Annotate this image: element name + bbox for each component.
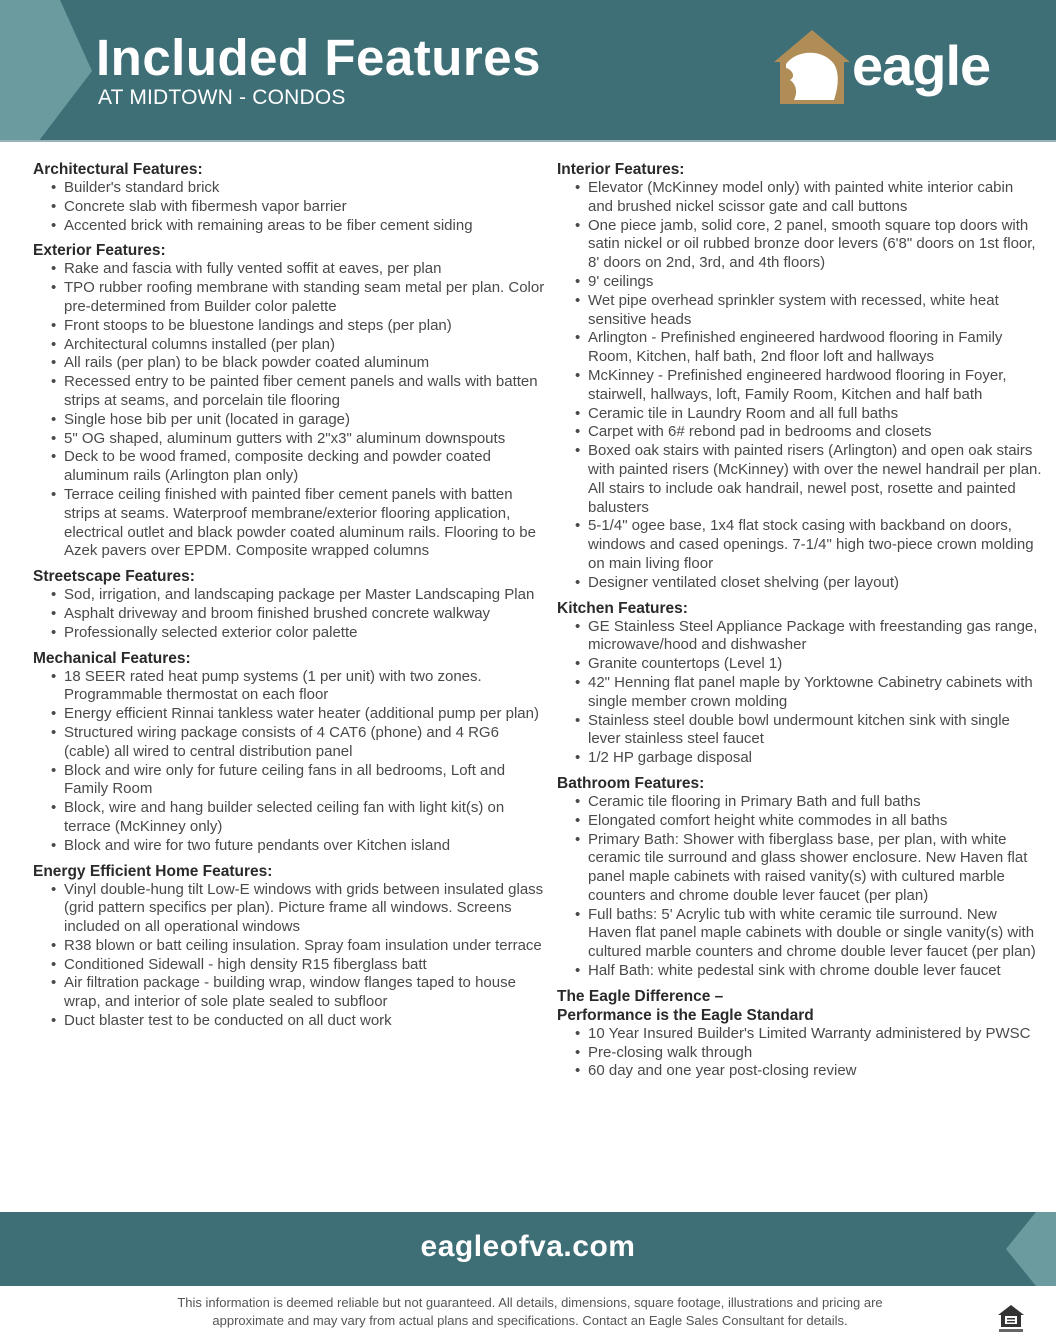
list-item: • Block, wire and hang builder selected ceiling fan with light kit(s) on terrace (McKinney only) xyxy=(33,799,548,837)
list-item: • Arlington - Prefinished engineered hardwood flooring in Family Room, Kitchen, half bath, 2nd floor loft and hallways xyxy=(557,329,1042,367)
list-item: • 60 day and one year post-closing review xyxy=(557,1062,1042,1081)
feature-list xyxy=(557,793,1042,981)
list-item: • McKinney - Prefinished engineered hardwood flooring in Foyer, stairwell, hallways, loft, Family Room, Kitchen and half bath xyxy=(557,367,1042,405)
equal-housing-opportunity-icon xyxy=(996,1303,1026,1333)
list-item: • Half Bath: white pedestal sink with chrome double lever faucet xyxy=(557,962,1042,981)
section-kitchen xyxy=(557,599,1042,768)
section-heading: Interior Features: xyxy=(557,161,685,178)
list-item: • Rake and fascia with fully vented soffit at eaves, per plan xyxy=(33,260,548,279)
list-item: • Vinyl double-hung tilt Low-E windows with grids between insulated glass (grid pattern specifics per plan). Picture frame all windows. Screens included on all operational windows xyxy=(33,881,548,937)
feature-list xyxy=(33,586,548,642)
section-energy-efficient xyxy=(33,862,548,1031)
list-item: • Wet pipe overhead sprinkler system with recessed, white heat sensitive heads xyxy=(557,292,1042,330)
feature-list xyxy=(557,179,1042,593)
list-item: • Builder's standard brick xyxy=(33,179,548,198)
list-item: • GE Stainless Steel Appliance Package with freestanding gas range, microwave/hood and dishwasher xyxy=(557,618,1042,656)
list-item: • Front stoops to be bluestone landings and steps (per plan) xyxy=(33,317,548,336)
list-item: • Full baths: 5' Acrylic tub with white ceramic tile surround. New Haven flat panel maple cabinets with double or single vanity(s) with cultured marble counters and chrome double lever faucet (per plan) xyxy=(557,906,1042,962)
header-chevron-decoration xyxy=(0,0,92,142)
list-item: • Recessed entry to be painted fiber cement panels and walls with batten strips at seams, and porcelain tile flooring xyxy=(33,373,548,411)
list-item: • 9' ceilings xyxy=(557,273,1042,292)
section-exterior xyxy=(33,241,548,561)
feature-list xyxy=(557,1025,1042,1081)
list-item: • Ceramic tile in Laundry Room and all full baths xyxy=(557,405,1042,424)
list-item: • One piece jamb, solid core, 2 panel, smooth square top doors with satin nickel or oil rubbed bronze door levers (6'8" doors on 1st floor, 8' doors on 2nd, 3rd, and 4th floors) xyxy=(557,217,1042,273)
section-heading: The Eagle Difference – xyxy=(557,987,724,1005)
list-item: • 18 SEER rated heat pump systems (1 per unit) with two zones. Programmable thermostat on each floor xyxy=(33,668,548,706)
section-heading: Streetscape Features: xyxy=(33,568,195,586)
eagle-house-icon xyxy=(772,28,852,108)
list-item: • 5" OG shaped, aluminum gutters with 2"x3" aluminum downspouts xyxy=(33,430,548,449)
section-heading: Bathroom Features: xyxy=(557,774,705,792)
section-bathroom xyxy=(557,774,1042,981)
section-streetscape xyxy=(33,567,548,642)
list-item: • Designer ventilated closet shelving (per layout) xyxy=(557,574,1042,593)
disclaimer-line: This information is deemed reliable but not guaranteed. All details, dimensions, square footage, illustrations and pricing are xyxy=(177,1295,883,1310)
list-item: • Boxed oak stairs with painted risers (Arlington) and open oak stairs with painted risers (McKinney) with over the newel handrail per plan. All stairs to include oak handrail, newel post, rosette and painted balusters xyxy=(557,442,1042,517)
section-heading: Mechanical Features: xyxy=(33,649,191,667)
list-item: • Architectural columns installed (per plan) xyxy=(33,336,548,355)
list-item: • Concrete slab with fibermesh vapor barrier xyxy=(33,198,548,217)
list-item: • Air filtration package - building wrap, window flanges taped to house wrap, and interior of sole plate sealed to subfloor xyxy=(33,974,548,1012)
list-item: • Primary Bath: Shower with fiberglass base, per plan, with white ceramic tile surround and glass shower enclosure. New Haven flat panel maple cabinets with raised vanity(s) with cultured marble counters and chrome double lever faucet (per plan) xyxy=(557,831,1042,906)
feature-list xyxy=(33,179,548,235)
website-link[interactable]: eagleofva.com xyxy=(420,1230,636,1263)
list-item: • All rails (per plan) to be black powder coated aluminum xyxy=(33,354,548,373)
list-item: • 42" Henning flat panel maple by Yorktowne Cabinetry cabinets with single member crown molding xyxy=(557,674,1042,712)
list-item: • Elongated comfort height white commodes in all baths xyxy=(557,812,1042,831)
section-eagle-difference xyxy=(557,987,1042,1081)
logo-wordmark: eagle xyxy=(852,34,991,97)
list-item: • Stainless steel double bowl undermount kitchen sink with single lever stainless steel faucet xyxy=(557,712,1042,750)
section-heading: Exterior Features: xyxy=(33,242,166,260)
list-item: • Ceramic tile flooring in Primary Bath and full baths xyxy=(557,793,1042,812)
feature-list xyxy=(33,668,548,856)
left-column xyxy=(33,160,548,1037)
list-item: • R38 blown or batt ceiling insulation. Spray foam insulation under terrace xyxy=(33,937,548,956)
list-item: • Elevator (McKinney model only) with painted white interior cabin and brushed nickel scissor gate and call buttons xyxy=(557,179,1042,217)
list-item: • Carpet with 6# rebond pad in bedrooms and closets xyxy=(557,423,1042,442)
section-heading: Architectural Features: xyxy=(33,161,203,178)
list-item: • 5-1/4" ogee base, 1x4 flat stock casing with backband on doors, windows and cased openings. 7-1/4" high two-piece crown molding on main living floor xyxy=(557,517,1042,573)
list-item: • Accented brick with remaining areas to be fiber cement siding xyxy=(33,217,548,236)
eagle-logo xyxy=(772,28,1022,108)
footer-band xyxy=(0,1212,1056,1286)
disclaimer-line: approximate and may vary from actual plans and specifications. Contact an Eagle Sales Consultant for details. xyxy=(212,1313,848,1328)
section-interior xyxy=(557,160,1042,593)
list-item: • Deck to be wood framed, composite decking and powder coated aluminum rails (Arlington plan only) xyxy=(33,448,548,486)
list-item: • Sod, irrigation, and landscaping package per Master Landscaping Plan xyxy=(33,586,548,605)
feature-list xyxy=(33,881,548,1031)
section-mechanical xyxy=(33,649,548,856)
list-item: • Asphalt driveway and broom finished brushed concrete walkway xyxy=(33,605,548,624)
section-heading: Kitchen Features: xyxy=(557,599,688,617)
list-item: • Block and wire only for future ceiling fans in all bedrooms, Loft and Family Room xyxy=(33,762,548,800)
list-item: • Pre-closing walk through xyxy=(557,1044,1042,1063)
header-divider xyxy=(0,140,1056,142)
list-item: • Professionally selected exterior color palette xyxy=(33,624,548,643)
feature-list xyxy=(33,260,548,561)
list-item: • TPO rubber roofing membrane with standing seam metal per plan. Color pre-determined from Builder color palette xyxy=(33,279,548,317)
list-item: • Terrace ceiling finished with painted fiber cement panels with batten strips at seams. Waterproof membrane/exterior flooring application, electrical outlet and black powder coated aluminum rails. Flooring to be Azek pavers over EPDM. Composite wrapped columns xyxy=(33,486,548,561)
list-item: • Duct blaster test to be conducted on all duct work xyxy=(33,1012,548,1031)
list-item: • 1/2 HP garbage disposal xyxy=(557,749,1042,768)
list-item: • Structured wiring package consists of 4 CAT6 (phone) and 4 RG6 (cable) all wired to central distribution panel xyxy=(33,724,548,762)
right-column xyxy=(557,160,1042,1087)
feature-list xyxy=(557,618,1042,768)
section-architectural xyxy=(33,160,548,235)
list-item: • Conditioned Sidewall - high density R15 fiberglass batt xyxy=(33,956,548,975)
list-item: • Granite countertops (Level 1) xyxy=(557,655,1042,674)
section-heading-line2: Performance is the Eagle Standard xyxy=(557,1006,814,1024)
list-item: • 10 Year Insured Builder's Limited Warranty administered by PWSC xyxy=(557,1025,1042,1044)
page-subtitle: AT MIDTOWN - CONDOS xyxy=(98,86,346,109)
page-header xyxy=(0,0,1056,142)
list-item: • Energy efficient Rinnai tankless water heater (additional pump per plan) xyxy=(33,705,548,724)
section-heading: Energy Efficient Home Features: xyxy=(33,862,273,880)
disclaimer xyxy=(80,1294,980,1330)
list-item: • Block and wire for two future pendants over Kitchen island xyxy=(33,837,548,856)
page-title: Included Features xyxy=(96,29,541,86)
list-item: • Single hose bib per unit (located in garage) xyxy=(33,411,548,430)
